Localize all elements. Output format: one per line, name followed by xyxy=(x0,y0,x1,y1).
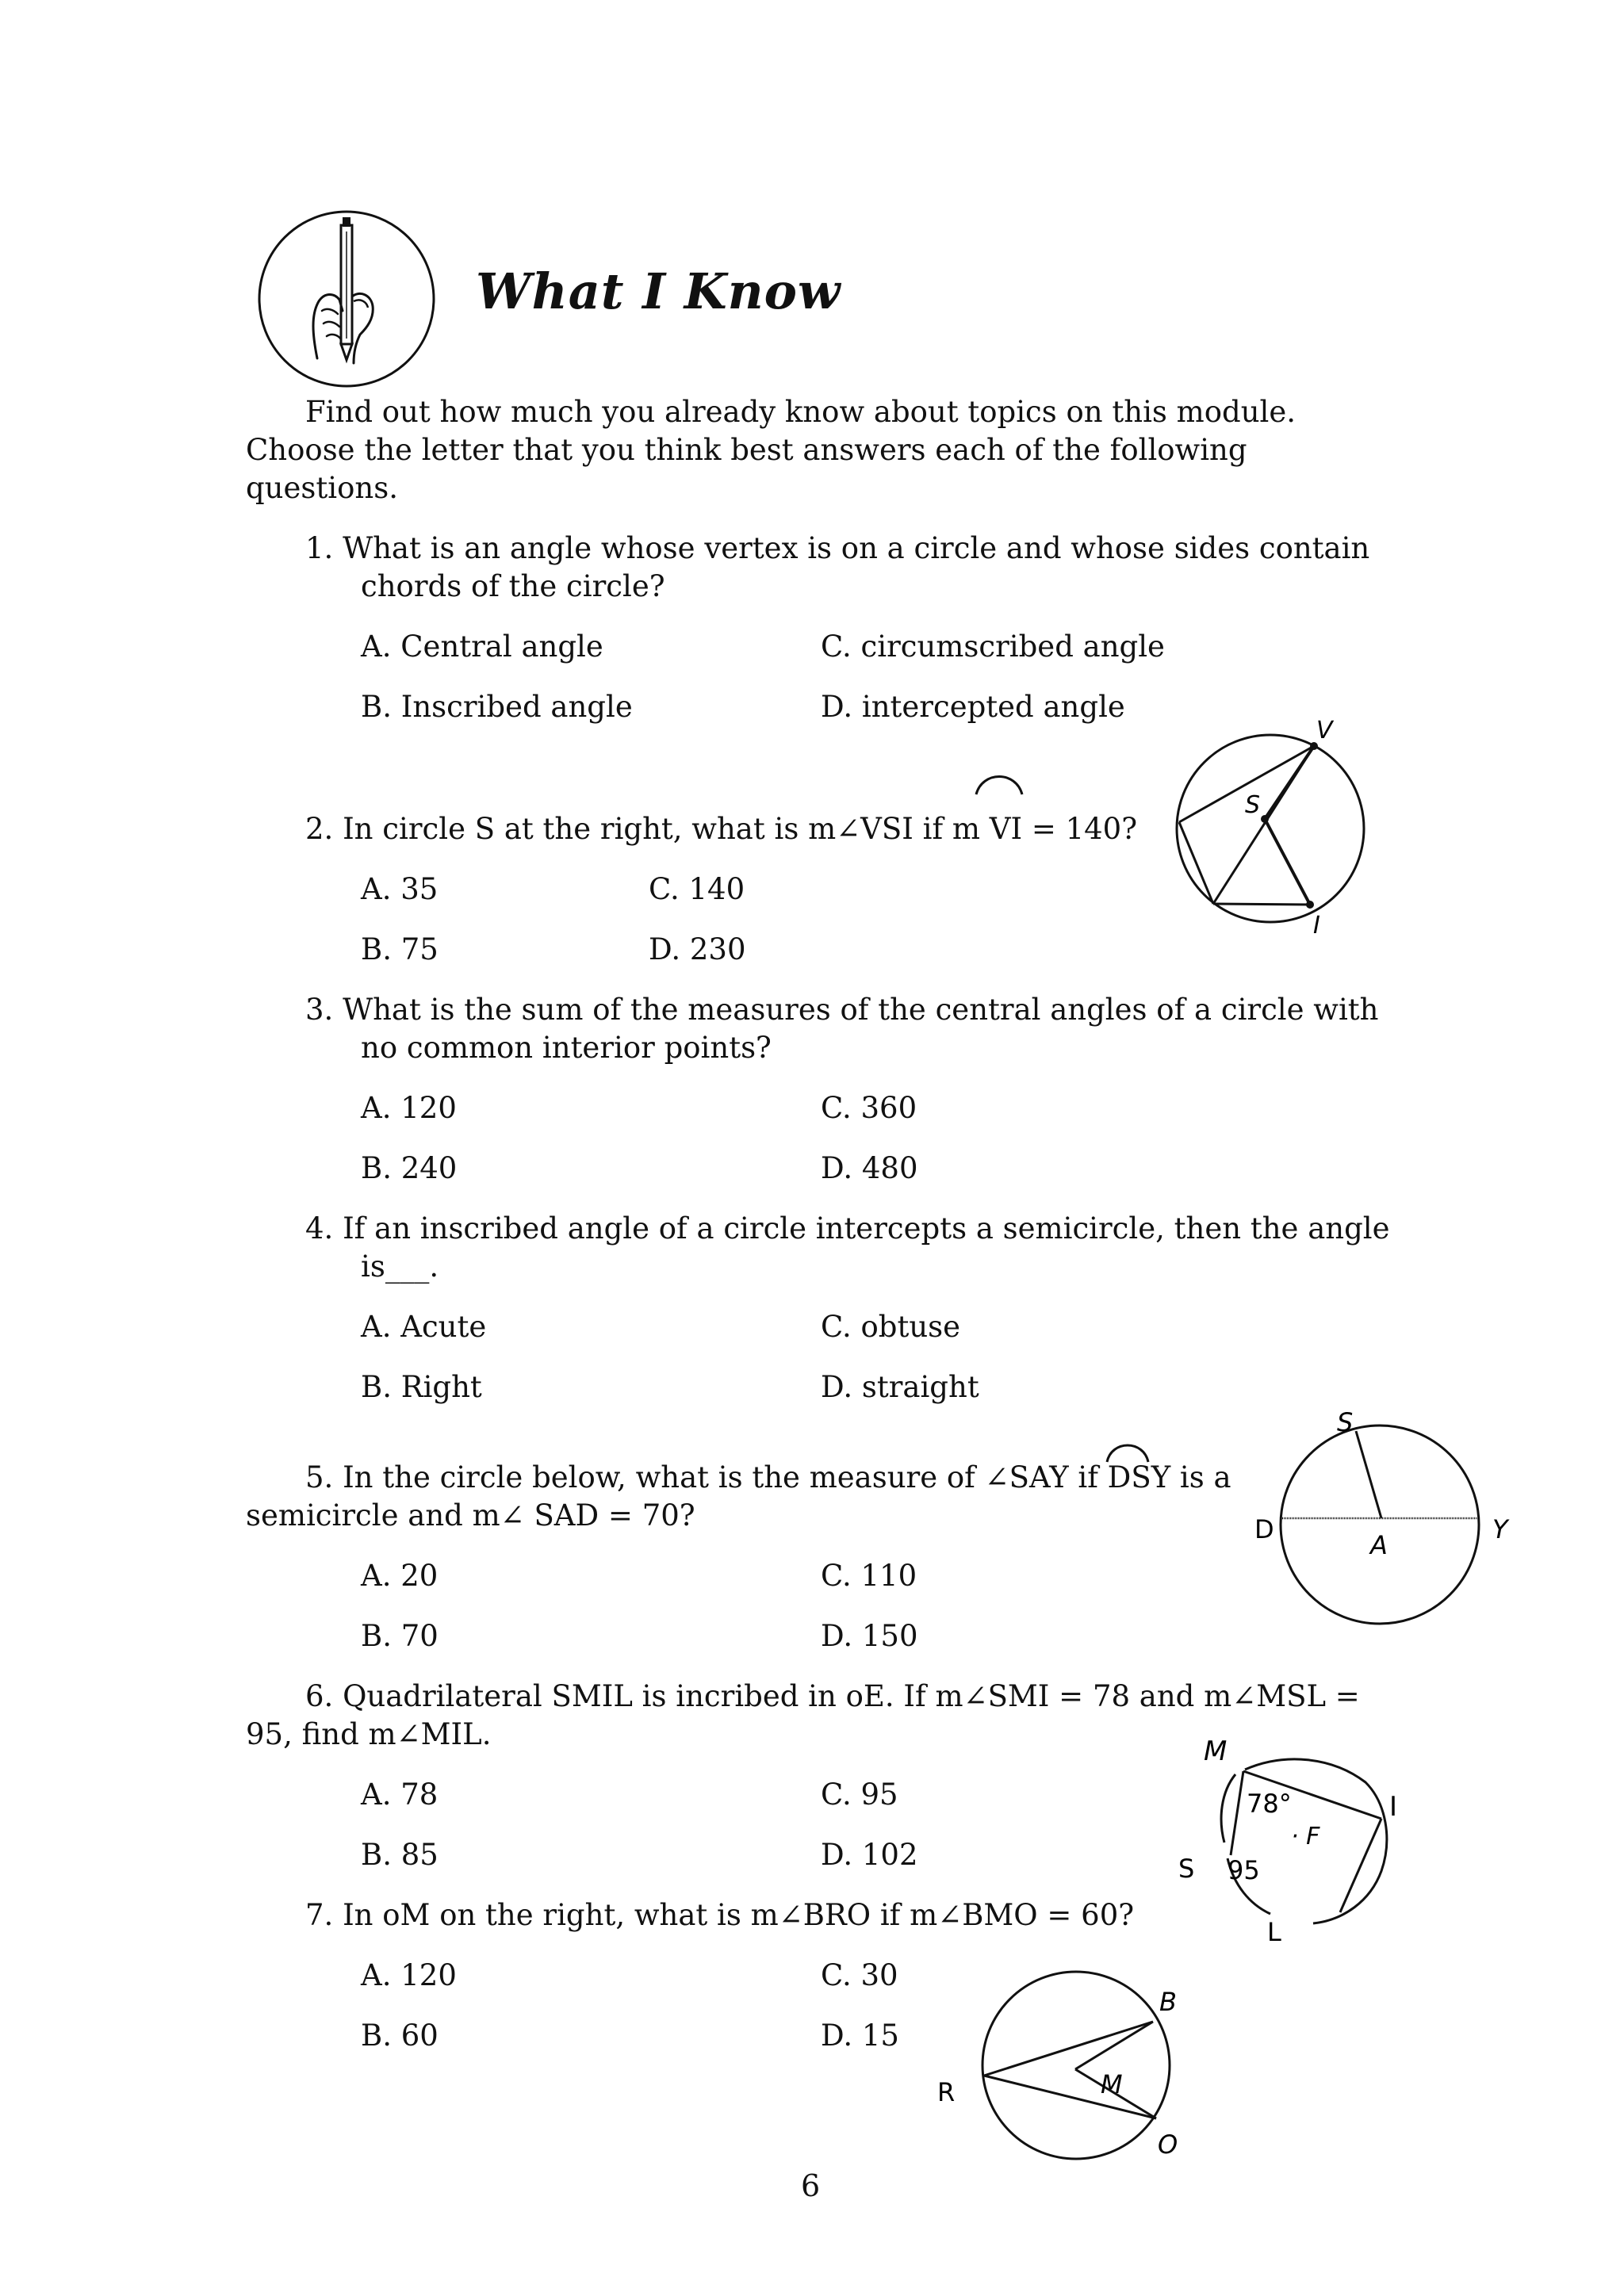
question-2-choice-b[interactable]: B. 75 xyxy=(361,932,439,966)
label-b: B xyxy=(1159,1987,1177,2017)
question-2-choice-d[interactable]: D. 230 xyxy=(649,932,746,966)
section-title: What I Know xyxy=(476,262,841,320)
question-5-stem: 5. In the circle below, what is the measure of ∠SAY if DSY is a xyxy=(305,1460,1231,1494)
question-1-choice-b[interactable]: B. Inscribed angle xyxy=(361,690,633,724)
semicircle-dsy-figure xyxy=(1245,1407,1508,1645)
question-1-choice-a[interactable]: A. Central angle xyxy=(361,629,603,664)
question-3-choice-a[interactable]: A. 120 xyxy=(361,1091,457,1125)
angle-95-label: 95 xyxy=(1228,1855,1260,1885)
label-d: D xyxy=(1254,1514,1274,1544)
label-l: L xyxy=(1267,1917,1281,1947)
label-m: M xyxy=(1101,2069,1123,2099)
question-4-choice-b[interactable]: B. Right xyxy=(361,1370,482,1404)
circle-s-figure xyxy=(1166,710,1380,939)
question-6-choice-d[interactable]: D. 102 xyxy=(821,1838,918,1872)
label-v: V xyxy=(1316,717,1333,744)
question-5-stem-cont: semicircle and m∠ SAD = 70? xyxy=(246,1498,695,1533)
question-5-choice-b[interactable]: B. 70 xyxy=(361,1619,439,1653)
label-o: O xyxy=(1158,2130,1178,2160)
question-4-choice-d[interactable]: D. straight xyxy=(821,1370,979,1404)
question-4-choice-a[interactable]: A. Acute xyxy=(361,1310,487,1344)
quadrilateral-smil-figure xyxy=(1174,1736,1411,1954)
question-7-stem: 7. In oM on the right, what is m∠BRO if m∠BMO = 60? xyxy=(305,1898,1135,1932)
label-s: S xyxy=(1337,1407,1354,1437)
label-a: A xyxy=(1370,1530,1388,1560)
question-3-stem-cont: no common interior points? xyxy=(361,1031,772,1065)
question-5-choice-a[interactable]: A. 20 xyxy=(361,1559,439,1593)
label-f: · F xyxy=(1291,1823,1320,1850)
question-4-choice-c[interactable]: C. obtuse xyxy=(821,1310,961,1344)
question-1-choice-c[interactable]: C. circumscribed angle xyxy=(821,629,1165,664)
question-1-stem-cont: chords of the circle? xyxy=(361,569,665,603)
question-4-stem-cont: is___. xyxy=(361,1249,439,1284)
question-6-choice-c[interactable]: C. 95 xyxy=(821,1777,898,1812)
question-7-choice-b[interactable]: B. 60 xyxy=(361,2019,439,2053)
label-s: S xyxy=(1178,1854,1195,1884)
question-3-stem: 3. What is the sum of the measures of the central angles of a circle with xyxy=(305,993,1379,1027)
question-2-choice-c[interactable]: C. 140 xyxy=(649,872,745,906)
intro-line-2: Choose the letter that you think best answers each of the following xyxy=(246,433,1247,467)
question-2-stem: 2. In circle S at the right, what is m∠VSI if m VI = 140? xyxy=(305,812,1138,846)
question-6-stem-cont: 95, find m∠MIL. xyxy=(246,1717,492,1751)
question-3-choice-d[interactable]: D. 480 xyxy=(821,1151,918,1185)
question-6-choice-a[interactable]: A. 78 xyxy=(361,1777,439,1812)
arc-notation-mark xyxy=(971,767,1027,799)
intro-line-1: Find out how much you already know about topics on this module. xyxy=(305,395,1297,429)
circle-m-figure xyxy=(928,1974,1189,2160)
question-5-choice-d[interactable]: D. 150 xyxy=(821,1619,918,1653)
label-s: S xyxy=(1245,791,1261,819)
question-7-choice-a[interactable]: A. 120 xyxy=(361,1958,457,1992)
question-6-stem: 6. Quadrilateral SMIL is incribed in oE. If m∠SMI = 78 and m∠MSL = xyxy=(305,1679,1360,1713)
label-i: I xyxy=(1389,1791,1398,1823)
question-1-choice-d[interactable]: D. intercepted angle xyxy=(821,690,1125,724)
question-5-choice-c[interactable]: C. 110 xyxy=(821,1559,917,1593)
question-7-choice-d[interactable]: D. 15 xyxy=(821,2019,899,2053)
label-i: I xyxy=(1313,912,1320,939)
hand-pencil-icon xyxy=(255,208,438,390)
page-number: 6 xyxy=(801,2168,821,2203)
question-4-stem: 4. If an inscribed angle of a circle intercepts a semicircle, then the angle xyxy=(305,1211,1390,1246)
question-3-choice-c[interactable]: C. 360 xyxy=(821,1091,917,1125)
angle-78-label: 78° xyxy=(1247,1789,1292,1819)
question-7-choice-c[interactable]: C. 30 xyxy=(821,1958,898,1992)
intro-line-3: questions. xyxy=(246,471,398,505)
label-m: M xyxy=(1204,1735,1228,1767)
question-6-choice-b[interactable]: B. 85 xyxy=(361,1838,439,1872)
question-2-choice-a[interactable]: A. 35 xyxy=(361,872,439,906)
question-1-stem: 1. What is an angle whose vertex is on a circle and whose sides contain xyxy=(305,531,1370,565)
label-y: Y xyxy=(1492,1514,1508,1544)
label-r: R xyxy=(937,2077,956,2107)
question-3-choice-b[interactable]: B. 240 xyxy=(361,1151,458,1185)
